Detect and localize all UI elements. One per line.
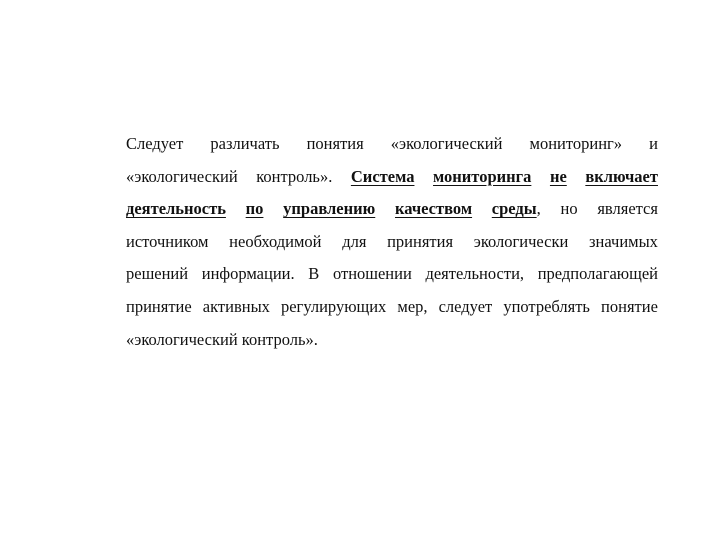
word (126, 128, 183, 161)
word (246, 193, 264, 226)
word-text: но (560, 199, 578, 219)
word-text: отношении (332, 264, 412, 284)
body-paragraph (126, 128, 658, 356)
word-text: «экологический (126, 166, 238, 186)
word-text: принятия (387, 231, 454, 251)
word (202, 258, 295, 291)
word (425, 258, 524, 291)
word (229, 226, 321, 259)
emphasized-word: управлению (283, 199, 376, 219)
text-line (126, 161, 658, 194)
word (561, 193, 578, 226)
word (126, 226, 208, 259)
text-line (126, 128, 658, 161)
word (333, 258, 412, 291)
emphasized-word: качеством (394, 199, 473, 219)
word (307, 128, 364, 161)
word-text: деятельности, (425, 264, 525, 284)
word-text: контроль». (256, 166, 333, 186)
word-text: «экологический контроль». (126, 329, 318, 349)
word (281, 291, 386, 324)
word (126, 193, 226, 226)
punctuation: , (536, 199, 541, 219)
word (387, 226, 453, 259)
emphasized-word: не (549, 166, 567, 186)
word-text: принятие (126, 296, 192, 316)
word (439, 291, 493, 324)
word-text: В (308, 264, 320, 284)
word (433, 161, 531, 194)
word (203, 291, 270, 324)
word (283, 193, 375, 226)
word (126, 330, 318, 349)
word (308, 258, 319, 291)
emphasized-word: по (245, 199, 264, 219)
word (503, 291, 590, 324)
word (342, 226, 366, 259)
word (538, 258, 658, 291)
word-text: экологически (473, 231, 569, 251)
text-line (126, 258, 658, 291)
word-text: решений (126, 264, 189, 284)
text-line (126, 291, 658, 324)
word (649, 128, 658, 161)
word-text: «экологический (390, 134, 503, 153)
word-text: понятие (601, 296, 658, 316)
word-text: мер, (397, 296, 428, 316)
word-text: регулирующих (280, 296, 387, 316)
word (474, 226, 569, 259)
text-line (126, 324, 658, 357)
word-text: различать (210, 134, 280, 153)
emphasized-word: Система (350, 166, 415, 186)
emphasized-word: включает (585, 166, 658, 186)
emphasized-word: среды (491, 199, 537, 219)
word (601, 291, 658, 324)
emphasized-word: деятельность (126, 199, 226, 219)
word-text: источником (126, 231, 209, 251)
text-line (126, 193, 658, 226)
word-text: активных (202, 296, 270, 316)
word (492, 193, 541, 226)
text-line (126, 226, 658, 259)
word-text: и (649, 134, 658, 153)
word (550, 161, 567, 194)
word-text: является (597, 199, 658, 219)
word (126, 291, 192, 324)
word (395, 193, 472, 226)
word (210, 128, 279, 161)
word-text: Следует (126, 134, 184, 153)
word-text: употреблять (503, 296, 590, 316)
word (391, 128, 503, 161)
emphasized-word: мониторинга (433, 166, 532, 186)
word (126, 161, 238, 194)
word (397, 291, 427, 324)
word (256, 161, 332, 194)
word (585, 161, 658, 194)
word-text: понятия (306, 134, 364, 153)
word-text: следует (438, 296, 493, 316)
word (126, 258, 188, 291)
word-text: для (342, 231, 367, 251)
word-text: информации. (201, 264, 295, 284)
word (597, 193, 658, 226)
word-text: значимых (589, 231, 658, 251)
word-text: необходимой (229, 231, 322, 251)
word (589, 226, 658, 259)
word (351, 161, 415, 194)
word-text: предполагающей (537, 264, 658, 284)
word (530, 128, 623, 161)
word-text: мониторинг» (529, 134, 623, 153)
